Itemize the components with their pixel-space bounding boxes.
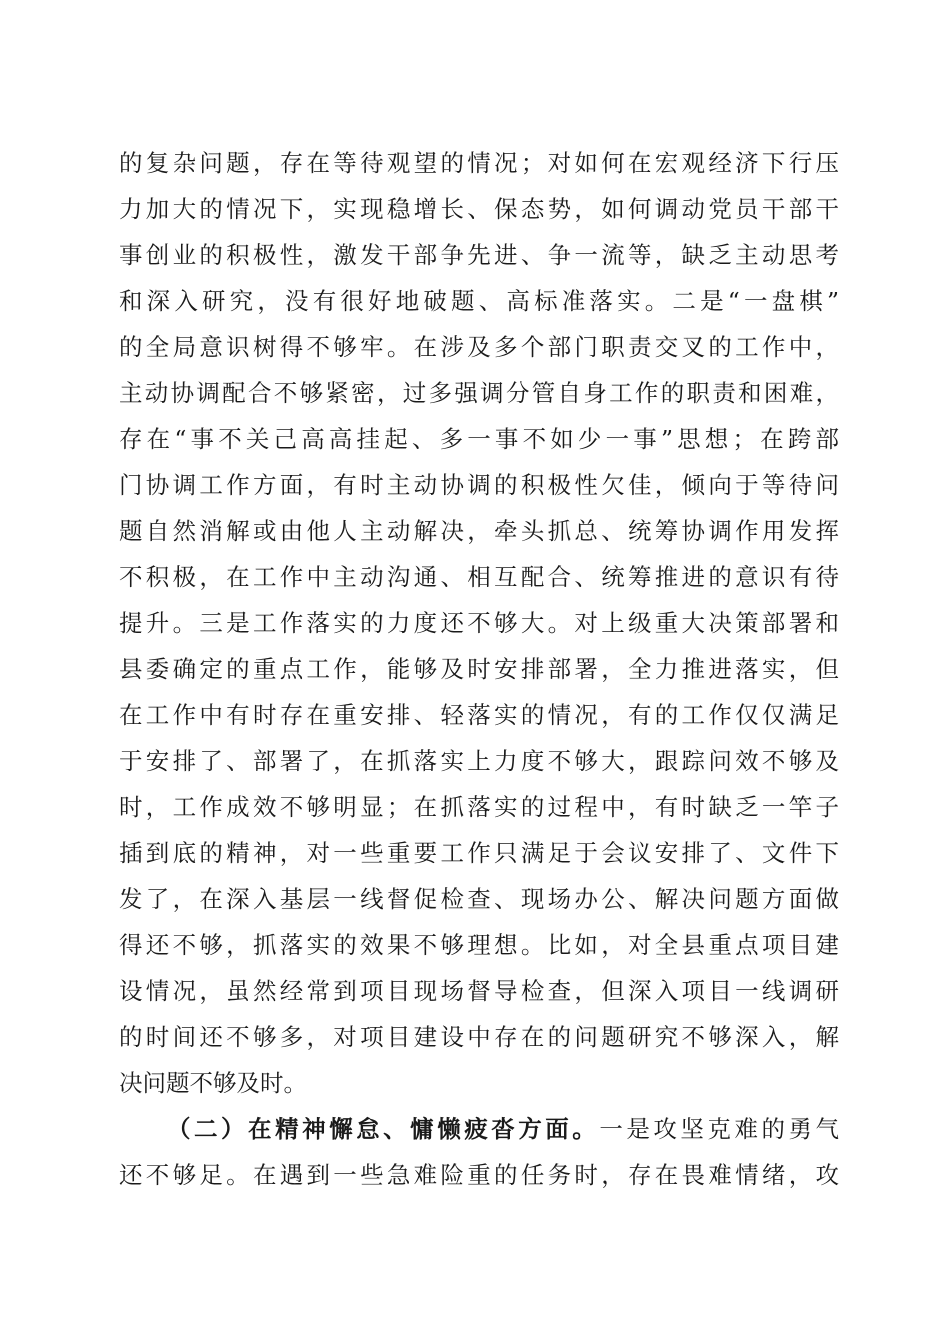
section-text: 一是攻坚克难的勇气 (599, 1115, 840, 1143)
text-line: 事创业的积极性，激发干部争先进、争一流等，缺乏主动思考 (119, 241, 839, 269)
text-line: 在工作中有时存在重安排、轻落实的情况，有的工作仅仅满足 (119, 701, 839, 729)
text-line: 县委确定的重点工作，能够及时安排部署，全力推进落实，但 (119, 655, 839, 683)
text-line: 提升。三是工作落实的力度还不够大。对上级重大决策部署和 (119, 609, 839, 637)
text-line: 发了，在深入基层一线督促检查、现场办公、解决问题方面做 (119, 885, 839, 913)
text-line: 和深入研究，没有很好地破题、高标准落实。二是“一盘棋” (119, 287, 839, 315)
text-line: 插到底的精神，对一些重要工作只满足于会议安排了、文件下 (119, 839, 839, 867)
text-line: 还不够足。在遇到一些急难险重的任务时，存在畏难情绪，攻 (119, 1161, 839, 1189)
text-line: 的时间还不够多，对项目建设中存在的问题研究不够深入，解 (119, 1023, 839, 1051)
text-line: 时，工作成效不够明显；在抓落实的过程中，有时缺乏一竿子 (119, 793, 839, 821)
text-line: 决问题不够及时。 (119, 1069, 307, 1097)
text-line: 的复杂问题，存在等待观望的情况；对如何在宏观经济下行压 (119, 149, 839, 177)
text-line: 题自然消解或由他人主动解决，牵头抓总、统筹协调作用发挥 (119, 517, 839, 545)
section-heading: （二）在精神懈怠、慵懒疲沓方面。 (167, 1115, 600, 1143)
text-line: 设情况，虽然经常到项目现场督导检查，但深入项目一线调研 (119, 977, 839, 1005)
text-line: 得还不够，抓落实的效果不够理想。比如，对全县重点项目建 (119, 931, 839, 959)
section-heading-line (167, 1109, 839, 1149)
text-line: 存在“事不关己高高挂起、多一事不如少一事”思想；在跨部 (119, 425, 839, 453)
text-line: 主动协调配合不够紧密，过多强调分管自身工作的职责和困难， (119, 379, 839, 407)
text-line: 于安排了、部署了，在抓落实上力度不够大，跟踪问效不够及 (119, 747, 839, 775)
text-line: 不积极，在工作中主动沟通、相互配合、统筹推进的意识有待 (119, 563, 839, 591)
text-line: 门协调工作方面，有时主动协调的积极性欠佳，倾向于等待问 (119, 471, 839, 499)
text-line: 力加大的情况下，实现稳增长、保态势，如何调动党员干部干 (119, 195, 839, 223)
text-line: 的全局意识树得不够牢。在涉及多个部门职责交叉的工作中， (119, 333, 839, 361)
